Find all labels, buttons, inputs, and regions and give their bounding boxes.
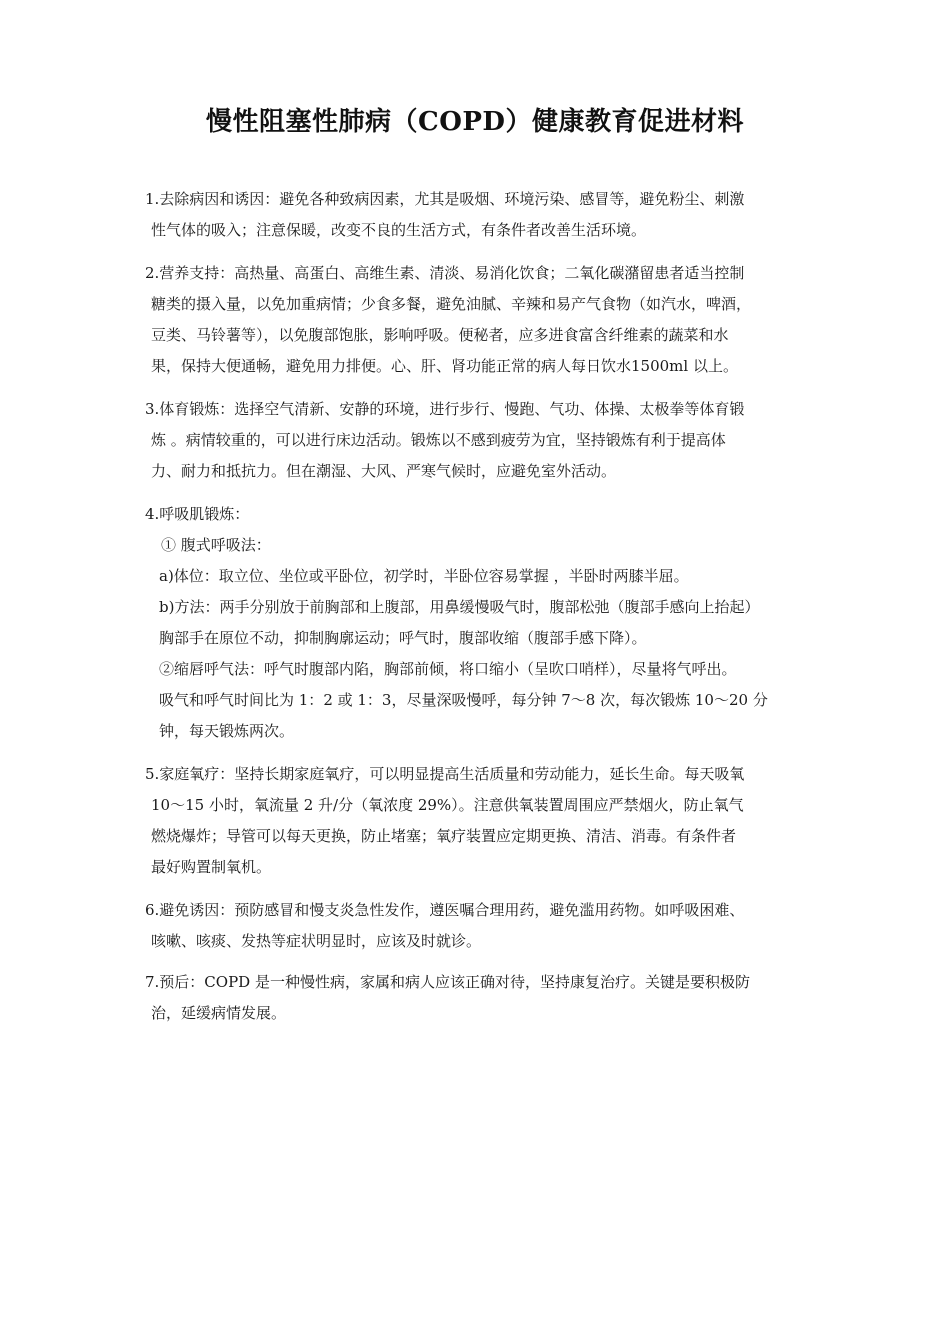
section-5-line: 燃烧爆炸；导管可以每天更换，防止堵塞；氧疗装置应定期更换、清洁、消毒。有条件者 (151, 827, 737, 845)
section-7 (145, 967, 820, 1029)
section-1 (145, 184, 820, 246)
section-6-line: 6.避免诱因：预防感冒和慢支炎急性发作，遵医嘱合理用药，避免滥用药物。如呼吸困难、 (145, 901, 745, 919)
section-2-line: 2.营养支持：高热量、高蛋白、高维生素、清淡、易消化饮食；二氧化碳潴留患者适当控制 (145, 264, 745, 282)
section-5-line: 10～15 小时，氧流量 2 升/分（氧浓度 29%）。注意供氧装置周围应严禁烟火，防止氧气 (151, 796, 744, 814)
section-4 (145, 499, 820, 747)
section-5-line: 5.家庭氧疗：坚持长期家庭氧疗，可以明显提高生活质量和劳动能力，延长生命。每天吸氧 (145, 765, 745, 783)
section-4-line: 钟，每天锻炼两次。 (159, 722, 295, 740)
section-4-line: a)体位：取立位、坐位或平卧位，初学时，半卧位容易掌握 ，半卧时两膝半屈。 (159, 567, 689, 585)
section-1-line: 1.去除病因和诱因：避免各种致病因素，尤其是吸烟、环境污染、感冒等，避免粉尘、刺激 (145, 190, 745, 208)
section-6-line: 咳嗽、咳痰、发热等症状明显时，应该及时就诊。 (151, 932, 482, 950)
section-4-line: b)方法：两手分别放于前胸部和上腹部，用鼻缓慢吸气时，腹部松弛（腹部手感向上抬起） (159, 598, 760, 616)
section-2-line: 糖类的摄入量，以免加重病情；少食多餐，避免油腻、辛辣和易产气食物（如汽水，啤酒， (151, 295, 752, 313)
section-4-line: ②缩唇呼气法：呼气时腹部内陷，胸部前倾，将口缩小（呈吹口哨样），尽量将气呼出。 (159, 660, 737, 678)
section-3 (145, 394, 820, 487)
section-3-line: 力、耐力和抵抗力。但在潮湿、大风、严寒气候时，应避免室外活动。 (151, 462, 617, 480)
section-4-line: ① 腹式呼吸法： (161, 536, 271, 554)
section-6 (145, 895, 820, 957)
section-4-line: 吸气和呼气时间比为 1：2 或 1：3，尽量深吸慢呼，每分钟 7～8 次，每次锻炼 10～20 分 (159, 691, 768, 709)
section-3-line: 3.体育锻炼：选择空气清新、安静的环境，进行步行、慢跑、气功、体操、太极拳等体育锻 (145, 400, 745, 418)
document-body (145, 184, 820, 1029)
section-5 (145, 759, 820, 883)
section-1-line: 性气体的吸入；注意保暖，改变不良的生活方式，有条件者改善生活环境。 (151, 221, 647, 239)
section-2-line: 果，保持大便通畅，避免用力排便。心、肝、肾功能正常的病人每日饮水1500ml 以上。 (151, 357, 738, 375)
section-4-heading: 4.呼吸肌锻炼： (145, 505, 250, 523)
document-title: 慢性阻塞性肺病（COPD）健康教育促进材料 (206, 107, 744, 137)
section-7-line: 治，延缓病情发展。 (151, 1004, 287, 1022)
section-7-line: 7.预后：COPD 是一种慢性病，家属和病人应该正确对待，坚持康复治疗。关键是要积极防 (145, 973, 750, 991)
section-2-line: 豆类、马铃薯等），以免腹部饱胀，影响呼吸。便秘者，应多进食富含纤维素的蔬菜和水 (151, 326, 729, 344)
section-4-line: 胸部手在原位不动，抑制胸廓运动；呼气时，腹部收缩（腹部手感下降）。 (159, 629, 647, 647)
section-2 (145, 258, 820, 382)
section-5-line: 最好购置制氧机。 (151, 858, 272, 876)
section-4-subsection (145, 530, 820, 747)
section-3-line: 炼 。病情较重的，可以进行床边活动。锻炼以不感到疲劳为宜，坚持锻炼有利于提高体 (151, 431, 726, 449)
